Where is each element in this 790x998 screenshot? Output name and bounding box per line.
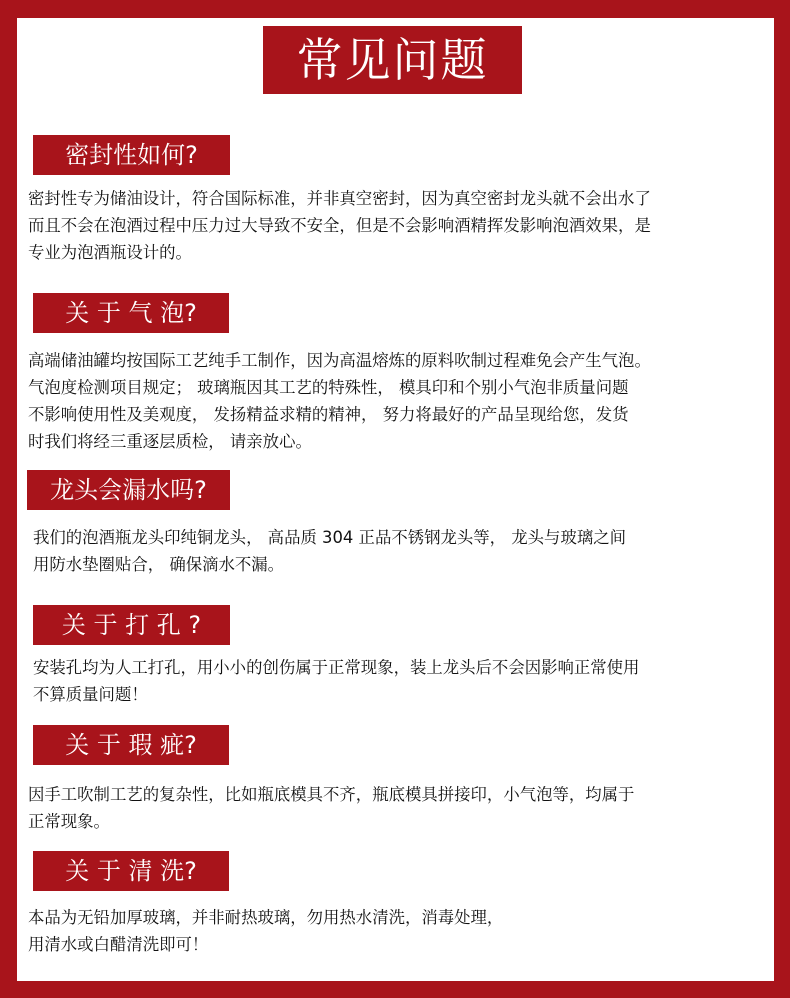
faq-question-drilling: 关 于 打 孔 ? (33, 605, 230, 645)
faq-question-flaws: 关 于 瑕 疵? (33, 725, 229, 765)
faq-answer-flaws: 因手工吹制工艺的复杂性，比如瓶底模具不齐，瓶底模具拼接印，小气泡等，均属于 正常现象。 (28, 785, 635, 831)
faq-question-cleaning: 关 于 清 洗? (33, 851, 229, 891)
faq-question-leak: 龙头会漏水吗? (27, 470, 230, 510)
faq-answer-leak: 我们的泡酒瓶龙头印纯铜龙头， 高品质 304 正品不锈钢龙头等， 龙头与玻璃之间 用防水垫圈贴合， 确保滴水不漏。 (33, 528, 627, 574)
faq-answer-sealing: 密封性专为储油设计，符合国际标准，并非真空密封，因为真空密封龙头就不会出水了 而且不会在泡酒过程中压力过大导致不安全，但是不会影响酒精挥发影响泡酒效果，是 专业为泡酒瓶设计的。 (28, 189, 651, 262)
faq-answer-cleaning: 本品为无铅加厚玻璃，并非耐热玻璃，勿用热水清洗，消毒处理， 用清水或白醋清洗即可！ (28, 908, 504, 954)
faq-question-bubbles: 关 于 气 泡? (33, 293, 229, 333)
faq-answer-bubbles: 高端储油罐均按国际工艺纯手工制作，因为高温熔炼的原料吹制过程难免会产生气泡。 气泡度检测项目规定； 玻璃瓶因其工艺的特殊性， 模具印和个别小气泡非质量问题 不影响使用性及美观度， 发扬精益求精的精神， 努力将最好的产品呈现给您，发货 时我们将经三重逐层质检， 请亲放心。 (28, 351, 651, 451)
page-title: 常见问题 (263, 26, 522, 94)
faq-question-sealing: 密封性如何? (33, 135, 230, 175)
faq-answer-drilling: 安装孔均为人工打孔，用小小的创伤属于正常现象，装上龙头后不会因影响正常使用 不算质量问题！ (33, 658, 640, 704)
